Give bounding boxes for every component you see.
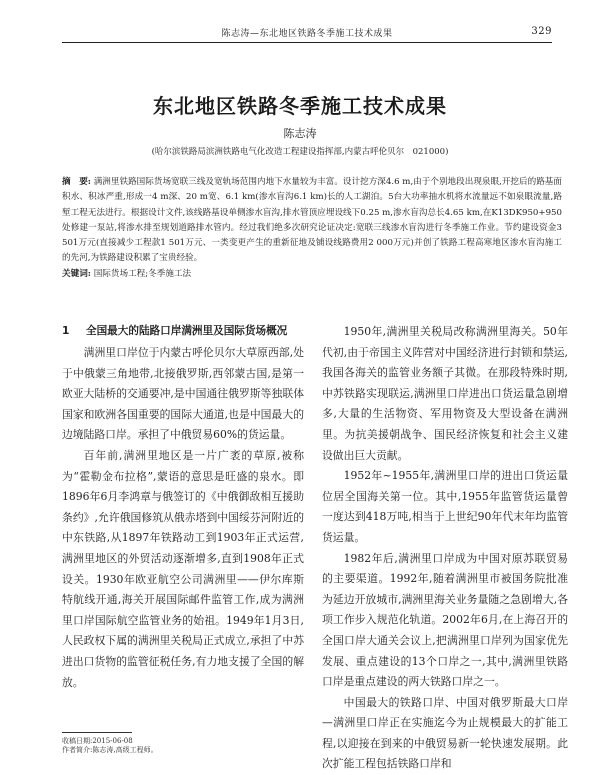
- header-rule: [62, 42, 552, 43]
- running-header: [62, 26, 552, 40]
- author-bio: 作者简介:陈志涛,高级工程师。: [62, 746, 158, 754]
- section-number: 1: [62, 325, 70, 337]
- left-column: [62, 322, 304, 693]
- abstract-label: 摘 要:: [62, 177, 91, 187]
- running-title: 陈志涛—东北地区铁路冬季施工技术成果: [221, 29, 393, 39]
- keywords-label: 关键词:: [62, 268, 91, 279]
- footnote-rule: [62, 732, 132, 733]
- received-date: 收稿日期:2015-06-08: [62, 737, 133, 745]
- paragraph: 满洲里口岸位于内蒙古呼伦贝尔大草原西部,处于中俄蒙三角地带,北接俄罗斯,西邻蒙古国,是第一欧亚大陆桥的交通要冲,是中国通往俄罗斯等独联体国家和欧洲各国重要的国际大通道,也是中国最大的边境陆路口岸。承担了中俄贸易60%的货运量。: [62, 346, 304, 442]
- keywords-text: 国际货场工程;冬季施工法: [93, 268, 192, 279]
- keywords-line: [62, 267, 562, 282]
- right-column: [322, 322, 568, 775]
- author-affiliation: (哈尔滨铁路局滨洲铁路电气化改造工程建设指挥部,内蒙古呼伦贝尔 021000): [151, 147, 449, 157]
- paragraph: 1982年后,满洲里口岸成为中国对原苏联贸易的主要渠道。1992年,随着满洲里市被国务院批准为延边开放城市,满洲里海关业务量随之急剧增大,各项工作步入规范化轨道。2002年6月,在上海召开的全国口岸大通关会议上,把满洲里口岸列为国家优先发展、重点建设的13个口岸之一,其中,满洲里铁路口岸是重点建设的两大铁路口岸之一。: [322, 551, 568, 689]
- page-number: 329: [531, 26, 552, 37]
- footnote: [62, 737, 158, 755]
- abstract-paragraph: [62, 175, 562, 267]
- paragraph: 中国最大的铁路口岸、中国对俄罗斯最大口岸—满洲里口岸正在实施迄今为止规模最大的扩能工程,以迎接在到来的中俄贸易新一轮快速发展期。此次扩能工程包括铁路口岸和: [322, 695, 568, 771]
- abstract-block: [62, 175, 562, 282]
- section-title-text: 全国最大的陆路口岸满洲里及国际货场概况: [86, 325, 288, 337]
- abstract-text: 满洲里铁路国际货场宽联三线及宽轨场范围内地下水量较为丰富。设计挖方深4.6 m,由于个别地段出现泉眼,开挖后的路基面积水、积冰严重,形成一4 m深、20 m宽、6.1 km(渗水盲沟6.1 km)长的人工湖泊。5台大功率抽水机将水流量远不如泉眼流量,路堑工程无法进行。根据设计文件,该线路基设单侧渗水盲沟,排水管顶应埋设线下0.25 m,渗水盲沟总长4.65 km,在K13DK950+950处修建一泵站,将渗水排至规划道路排水管内。经过我们绝多次研究论证决定:宽联三线渗水盲沟进行冬季施工作业。节约建设资金3 501万元(直接减少工程款1 501万元、一类变更产生的重新征地及铺设线路费用2 000万元)并创了铁路工程高寒地区渗水盲沟施工的先河,为铁路建设积累了宝贵经验。: [62, 177, 562, 264]
- paragraph: 百年前,满洲里地区是一片广袤的草原,被称为“霍勒金布拉格”,蒙语的意思是旺盛的泉水。即1896年6月李鸿章与俄签订的《中俄御敌相互援助条约》,允许俄国修筑从俄赤塔到中国绥芬河附近的中东铁路,从1897年铁路动工到1903年正式运营,满洲里地区的外贸活动逐渐增多,直到1908年正式设关。1930年欧亚航空公司满洲里——伊尔库斯特航线开通,海关开展国际邮件监管工作,成为满洲里口岸国际航空监管业务的始祖。1949年1月3日,人民政权下属的满洲里关税局正式成立,承担了中苏进出口货物的监管征税任务,有力地支援了全国的解放。: [62, 448, 304, 689]
- article-title: 东北地区铁路冬季施工技术成果: [153, 94, 447, 118]
- article-author: 陈志涛: [283, 127, 317, 140]
- paragraph: 1950年,满洲里关税局改称满洲里海关。50年代初,由于帝国主义阵营对中国经济进行封锁和禁运,我国各海关的监管业务额子其微。在那段特殊时期,中苏铁路实现联运,满洲里口岸进出口货运量急剧增多,大量的生活物资、军用物资及大型设备在满洲里。为抗美援朝战争、国民经济恢复和社会主义建设做出巨大贡献。: [322, 325, 568, 462]
- paragraph: 1952年~1955年,满洲里口岸的进出口货运量位居全国海关第一位。其中,1955年监管货运量曾一度达到418万吨,相当于上世纪90年代末年均监管货运量。: [322, 469, 568, 544]
- section-heading: [62, 322, 304, 341]
